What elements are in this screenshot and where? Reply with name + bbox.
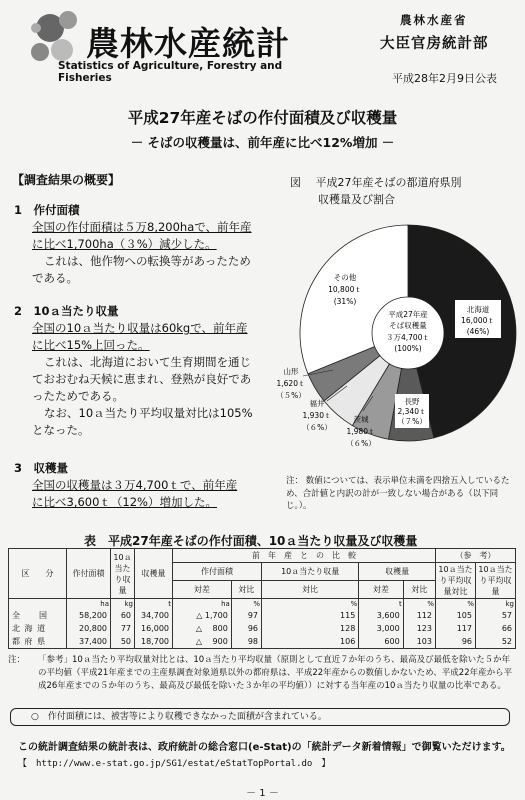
cell-harvest-diff: 3,000 (359, 622, 403, 635)
pie-chart (265, 206, 525, 476)
section-yield (14, 303, 286, 439)
data-table (8, 548, 516, 649)
yield-reason-1: これは、北海道において生育期間を通じ (44, 355, 251, 369)
figure-title-line1: 平成27年産そばの都道府県別 (315, 176, 462, 189)
unit-cell: % (403, 599, 435, 610)
cell-harvest-ratio: 103 (403, 635, 435, 649)
unit-cell: ha (67, 599, 111, 610)
section-harvest-heading: 3 収穫量 (14, 461, 69, 475)
cell-area: 58,200 (67, 609, 111, 622)
estat-sentence: この統計調査結果の統計表は、政府統計の総合窓口(e-Stat)の「統計データ新着情報」で御覧いただけます。 (18, 742, 511, 753)
cell-yield-ratio: 106 (262, 635, 359, 649)
cell-harvest: 16,000 (135, 622, 173, 635)
table-title: 表 平成27年産そばの作付面積、10ａ当たり収量及び収穫量 (84, 534, 418, 548)
footnote-label: 注： (8, 655, 26, 665)
logo (28, 6, 318, 84)
footnote-text: 「参考」10ａ当たり平均収量対比とは、10ａ当たり平均収量（原則として直近７か年のうち、最高及び最低を除いた５か年の平均値（平成21年産までの主産県調査対象道県以外の都府県は、平成22年産からの数値しかないため、平成22年産から平成26年産までの５か年のうち、最高及び最低を除いた３か年の平均値））に対する当年産の10ａ当たり収量の比率である。 (38, 655, 513, 691)
row-region: 北 海 道 (9, 622, 67, 635)
label-fukui-pct: （６%） (302, 423, 332, 432)
cell-harvest: 18,700 (135, 635, 173, 649)
cell-area-ratio: 97 (231, 609, 261, 622)
unit-cell: kg (111, 599, 135, 610)
row-region: 全 国 (9, 609, 67, 622)
unit-cell: % (436, 599, 476, 610)
harvest-sentence-2: に比べ3,600ｔ（12%）増加した。 (32, 495, 217, 509)
cell-area: 20,800 (67, 622, 111, 635)
pie-center-line4: (100%) (394, 344, 422, 353)
cell-avg-ratio: 96 (436, 635, 476, 649)
cell-area: 37,400 (67, 635, 111, 649)
th-compare-harvest: 収穫量 (359, 563, 436, 581)
th-harvest-ratio: 対比 (403, 581, 435, 599)
th-compare-yield: 10ａ当たり収量 (262, 563, 359, 581)
label-yamagata-name: 山形 (283, 367, 299, 376)
pie-center-line1: 平成27年産 (388, 310, 428, 319)
cell-area-ratio: 96 (231, 622, 261, 635)
figure-note (286, 475, 516, 513)
cell-yield: 50 (111, 635, 135, 649)
label-yamagata-pct: （５%） (276, 391, 306, 400)
cell-harvest: 34,700 (135, 609, 173, 622)
section-area (14, 202, 284, 287)
th-yield: 10ａ当たり収量 (111, 549, 135, 599)
cell-harvest-ratio: 112 (403, 609, 435, 622)
unit-cell: ha (173, 599, 232, 610)
logo-title: 農林水産統計 (86, 24, 290, 63)
ministry: 農林水産省 (400, 13, 468, 27)
table-row (9, 622, 516, 635)
pie-center-line2: そば収穫量 (389, 321, 427, 330)
th-yield-ratio: 対比 (262, 581, 359, 599)
label-ibaraki-value: 1,980ｔ (346, 427, 376, 436)
cell-avg-yield: 57 (476, 609, 516, 622)
th-region: 区 分 (9, 549, 67, 599)
section-harvest (14, 460, 286, 511)
publish-date: 平成28年2月9日公表 (392, 72, 497, 85)
department: 大臣官房統計部 (380, 36, 489, 52)
label-nagano-pct: （７%） (397, 417, 427, 426)
page-subtitle: － そばの収穫量は、前年産に比べ12%増加 － (130, 135, 395, 150)
cell-avg-yield: 52 (476, 635, 516, 649)
section-area-heading: 1 作付面積 (14, 203, 80, 217)
figure-title-line2: 収穫量及び割合 (318, 193, 395, 206)
units-row (9, 599, 516, 610)
summary-heading: 【調査結果の概要】 (12, 173, 121, 187)
yield-avg-1: なお、10ａ当たり平均収量対比は105% (44, 406, 253, 420)
page-title: 平成27年産そばの作付面積及び収穫量 (127, 109, 398, 127)
th-compare: 前 年 産 と の 比 較 (173, 549, 436, 563)
unit-blank (9, 599, 67, 610)
cell-yield: 77 (111, 622, 135, 635)
cell-yield: 60 (111, 609, 135, 622)
table-footnote (8, 654, 518, 693)
area-sentence-1: 全国の作付面積は５万8,200haで、前年産 (32, 220, 252, 234)
cell-area-diff: △ 900 (173, 635, 232, 649)
cell-area-diff: △ 1,700 (173, 609, 232, 622)
th-harvest: 収穫量 (135, 549, 173, 599)
estat-info (18, 740, 511, 772)
area-sentence-2: に比べ1,700ha（３%）減少した。 (32, 237, 217, 251)
th-area-diff: 対差 (173, 581, 232, 599)
label-yamagata-value: 1,620ｔ (276, 379, 306, 388)
yield-avg-2: となった。 (32, 423, 90, 437)
unit-cell: t (135, 599, 173, 610)
label-ibaraki-name: 茨城 (353, 415, 369, 424)
cell-harvest-diff: 3,600 (359, 609, 403, 622)
cell-yield-ratio: 115 (262, 609, 359, 622)
figure-note-text: 数値については、表示単位未満を四捨五入しているため、合計値と内訳の計が一致しない場合がある（以下同じ。）。 (286, 476, 510, 511)
label-hokkaido-pct: (46%) (466, 327, 490, 336)
pie-center-line3: ３万4,700ｔ (386, 333, 430, 342)
label-other-value: 10,800ｔ (328, 285, 362, 294)
yield-sentence-1: 全国の10ａ当たり収量は60kgで、前年産 (32, 321, 248, 335)
unit-cell: t (359, 599, 403, 610)
label-hokkaido-name: 北海道 (466, 305, 490, 314)
th-area-ratio: 対比 (231, 581, 261, 599)
label-nagano-value: 2,340ｔ (397, 407, 427, 416)
figure-note-label: 注： (286, 476, 304, 486)
page-number: － 1 － (246, 788, 279, 799)
estat-url: 【 http://www.e-stat.go.jp/SG1/estat/eStatTopPortal.do 】 (18, 759, 331, 769)
label-other-name: その他 (333, 273, 357, 282)
label-fukui-name: 福井 (309, 399, 325, 408)
label-ibaraki-pct: （６%） (346, 439, 376, 448)
cell-yield-ratio: 128 (262, 622, 359, 635)
area-note-box: ○ 作付面積には、被害等により収穫できなかった面積が含まれている。 (10, 708, 510, 726)
cell-area-diff: △ 800 (173, 622, 232, 635)
cell-area-ratio: 98 (231, 635, 261, 649)
yield-reason-3: ったためである。 (32, 389, 124, 403)
unit-cell: % (262, 599, 359, 610)
area-reason-1: これは、他作物への転換等があったため (44, 254, 251, 268)
cell-harvest-ratio: 123 (403, 622, 435, 635)
figure-label: 図 (290, 176, 301, 189)
table-row (9, 609, 516, 622)
th-avg-yield: 10ａ当たり平均収量 (476, 563, 516, 599)
row-region: 都 府 県 (9, 635, 67, 649)
th-reference: （参 考） (436, 549, 516, 563)
label-fukui-value: 1,930ｔ (302, 411, 332, 420)
cell-avg-yield: 66 (476, 622, 516, 635)
unit-cell: kg (476, 599, 516, 610)
cell-harvest-diff: 600 (359, 635, 403, 649)
harvest-sentence-1: 全国の収穫量は３万4,700ｔで、前年産 (32, 478, 238, 492)
label-nagano-name: 長野 (404, 397, 420, 406)
unit-cell: % (231, 599, 261, 610)
table-row (9, 635, 516, 649)
cell-avg-ratio: 117 (436, 622, 476, 635)
figure-title (290, 174, 462, 208)
th-avg-ratio: 10ａ当たり平均収量対比 (436, 563, 476, 599)
th-area: 作付面積 (67, 549, 111, 599)
logo-subtitle: Statistics of Agriculture, Forestry and Fisheries (58, 60, 283, 84)
area-reason-2: である。 (32, 271, 78, 285)
label-other-pct: (31%) (333, 297, 357, 306)
yield-sentence-2: に比べ15%上回った。 (32, 338, 150, 352)
th-compare-area: 作付面積 (173, 563, 262, 581)
yield-reason-2: ておおむね天候に恵まれ、登熟が良好であ (32, 372, 252, 386)
th-harvest-diff: 対差 (359, 581, 403, 599)
label-hokkaido-value: 16,000ｔ (461, 316, 495, 325)
section-yield-heading: 2 10ａ当たり収量 (14, 304, 119, 318)
cell-avg-ratio: 105 (436, 609, 476, 622)
